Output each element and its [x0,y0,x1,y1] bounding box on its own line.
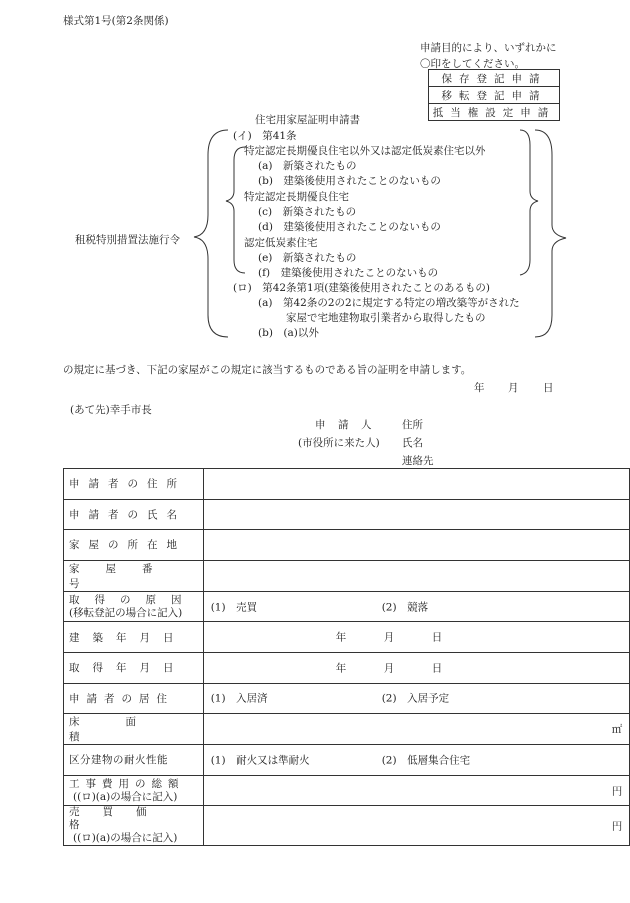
row-sublabel: (移転登記の場合に記入) [69,606,183,619]
fire-resistance-option-1[interactable]: (1) 耐火又は準耐火 [210,754,310,767]
table-row [64,745,630,776]
purpose-option-transfer[interactable]: 移転登記申請 [429,87,560,104]
table-row [64,652,630,683]
acquisition-option-auction[interactable]: (2) 競落 [381,601,429,614]
construction-cost-unit: 円 [611,785,623,798]
applicant-sublabel: (市役所に来た人) [298,437,380,449]
date-year[interactable]: 年 [474,382,485,394]
instruction-line-1: 申請目的により、いずれかに [420,42,557,54]
table-row [64,499,630,530]
applicant-address-label: 住所 [402,419,423,431]
provision-i-c-1: (e) 新築されたもの [258,252,357,264]
purpose-option-preservation[interactable]: 保存登記申請 [429,70,560,87]
provision-ro-a-2: 家屋で宅地建物取引業者から取得したもの [286,312,486,324]
fire-resistance-option-2[interactable]: (2) 低層集合住宅 [381,754,471,767]
row-label: 家屋番号 [69,562,179,590]
row-label: 区分建物の耐火性能 [69,754,168,767]
provision-i-a-head: 特定認定長期優良住宅以外又は認定低炭素住宅以外 [244,145,486,157]
provision-i-b-1: (c) 新築されたもの [258,206,357,218]
row-label: 工事費用の総額 [69,777,185,790]
acquisition-month[interactable]: 月 [383,662,395,675]
purpose-options-box [428,69,560,121]
applicant-address-field[interactable] [203,469,629,500]
residence-option-moved-in[interactable]: (1) 入居済 [210,692,268,705]
provision-ro-a-1: (a) 第42条の2の2に規定する特定の増改築等がされた [258,297,520,309]
applicant-name-label: 氏名 [402,437,423,449]
house-location-field[interactable] [203,530,629,561]
sale-price-unit: 円 [611,820,623,833]
construction-month[interactable]: 月 [383,631,395,644]
floor-area-unit: ㎡ [611,723,623,736]
provision-i-c-2: (f) 建築後使用されたことのないもの [258,267,439,279]
row-label: 申請者の居住 [69,692,174,705]
provision-ro-label: (ロ) 第42条第1項(建築後使用されたことのあるもの) [233,282,490,294]
provision-i-a-2: (b) 建築後使用されたことのないもの [258,175,441,187]
residence-option-planned[interactable]: (2) 入居予定 [381,692,450,705]
table-row [64,469,630,500]
applicant-label: 申 請 人 [315,419,373,431]
provision-i-b-head: 特定認定長期優良住宅 [244,191,349,203]
provision-ro-b: (b) (a)以外 [258,327,319,339]
construction-year[interactable]: 年 [335,631,347,644]
applicant-contact-label: 連絡先 [402,455,434,467]
table-row [64,591,630,622]
date-month[interactable]: 月 [508,382,519,394]
row-label: 床面積 [69,716,182,744]
construction-day[interactable]: 日 [431,631,443,644]
acquisition-option-purchase[interactable]: (1) 売買 [210,601,258,614]
law-label: 租税特別措置法施行令 [75,234,180,246]
provision-i-c-head: 認定低炭素住宅 [244,237,318,249]
table-row [64,530,630,561]
table-row [64,560,630,591]
table-row [64,683,630,714]
table-row [64,775,630,806]
row-label: 申請者の氏名 [69,508,186,521]
table-row [64,622,630,653]
row-label: 取得年月日 [69,662,187,675]
row-sublabel: ((ロ)(a)の場合に記入) [73,790,178,803]
acquisition-year[interactable]: 年 [335,662,347,675]
row-label: 家屋の所在地 [69,539,186,552]
row-label: 申請者の住所 [69,478,186,491]
instruction-line-2: 〇印をしてください。 [420,58,525,70]
table-row [64,714,630,745]
row-sublabel: ((ロ)(a)の場合に記入) [73,832,178,845]
applicant-name-field[interactable] [203,499,629,530]
document-title: 住宅用家屋証明申請書 [255,114,360,126]
table-row [64,806,630,846]
row-label: 売買価格 [69,806,170,832]
purpose-option-mortgage[interactable]: 抵当権設定申請 [429,104,560,121]
row-label: 取得の原因 [69,593,197,606]
addressee: (あて先)幸手市長 [70,404,152,416]
form-number: 様式第1号(第2条関係) [63,15,169,27]
date-day[interactable]: 日 [543,382,554,394]
acquisition-day[interactable]: 日 [431,662,443,675]
statement-text: の規定に基づき、下記の家屋がこの規定に該当するものである旨の証明を申請します。 [63,364,472,376]
provision-i-a-1: (a) 新築されたもの [258,160,357,172]
application-table [63,468,630,846]
row-label: 建築年月日 [69,631,187,644]
provision-i-b-2: (d) 建築後使用されたことのないもの [258,221,441,233]
house-number-field[interactable] [203,560,629,591]
provision-i-label: (イ) 第41条 [233,130,297,142]
